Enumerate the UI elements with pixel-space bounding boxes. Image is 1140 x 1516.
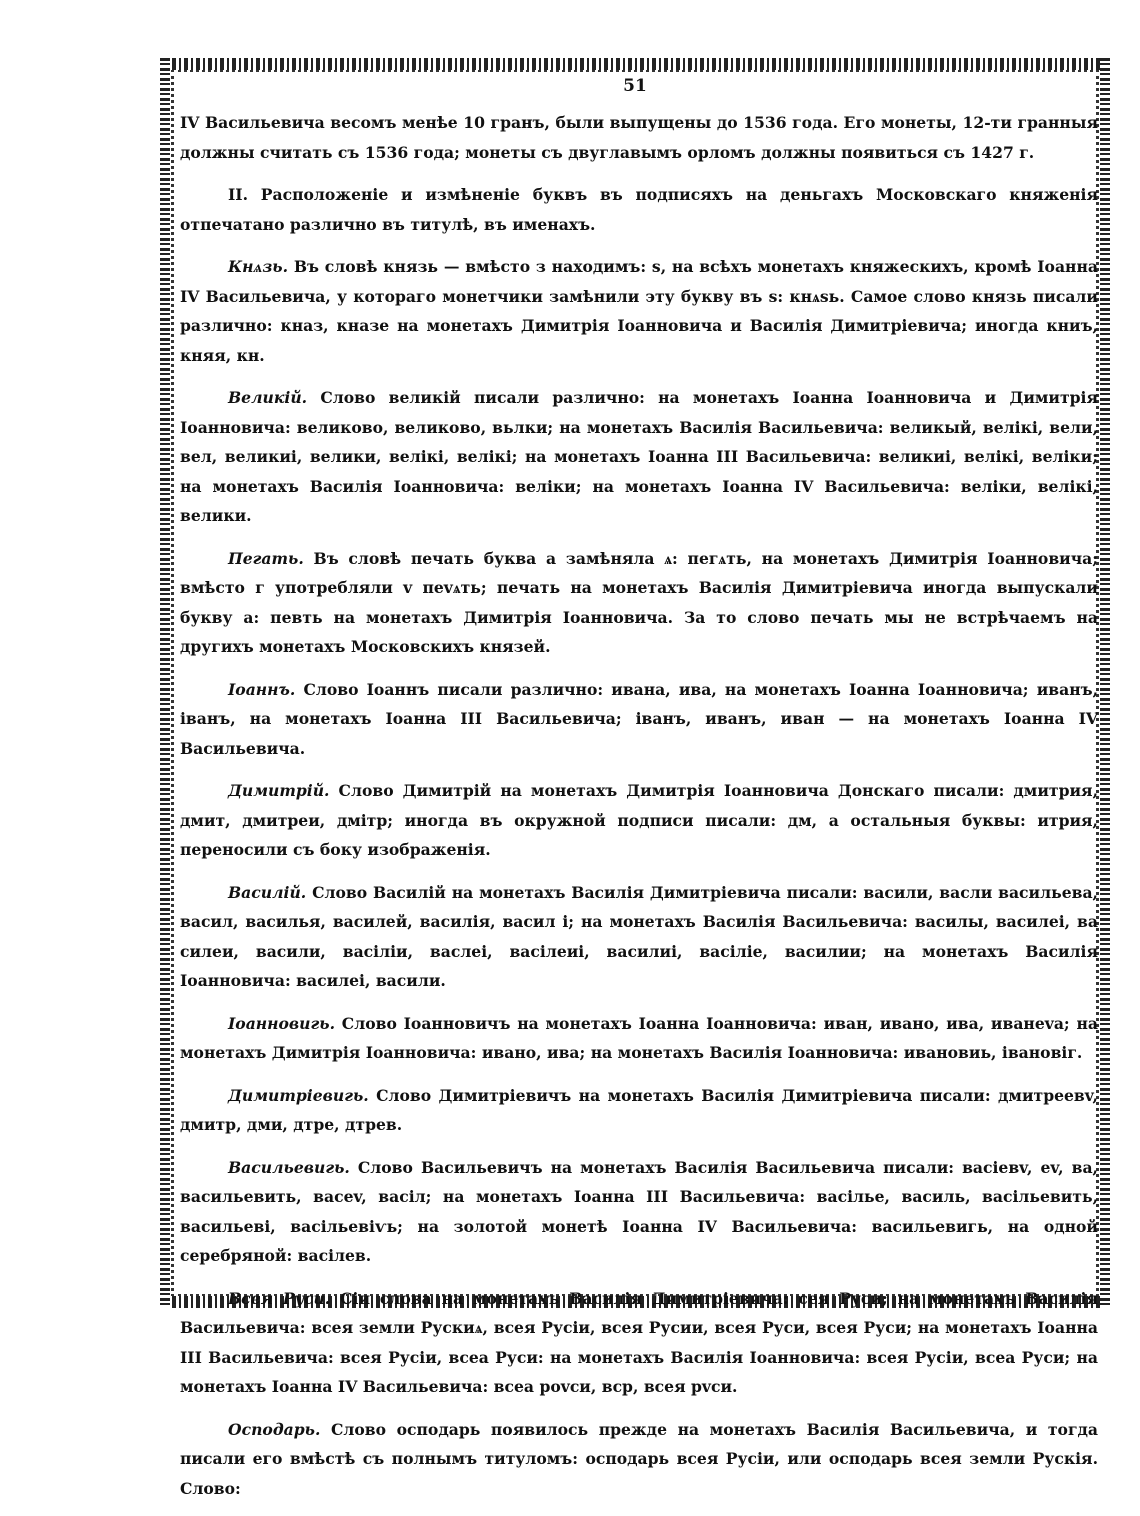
paragraph [180,1009,1098,1068]
paragraph-term: Великій. [228,388,308,407]
paragraph-text: Слово Іоаннъ писали различно: ивана, ива, на монетахъ Іоанна Іоанновича; иванъ, іванъ, на монетахъ Іоанна III Васильевича; іванъ, иванъ, иван — на монетахъ Іоанна IV Васильевича. [180,679,1098,758]
ornamental-border-top [160,58,1110,70]
paragraph-text: Въ словѣ печать буква а замѣняла ѧ: пегѧть, на монетахъ Димитрія Іоанновича; вмѣсто г употребляли v пеvѧть; печать на монетахъ Василія Димитріевича иногда выпускали букву а: певть на монетахъ Димитрія Іоанновича. За то слово печать мы не встрѣчаемъ на другихъ монетахъ Московскихъ князей. [180,548,1098,656]
paragraph-text: Слово Васильевичъ на монетахъ Василія Васильевича писали: васіевv, ev, ва, васильевить, васеv, васіл; на монетахъ Іоанна III Васильевича: васілье, василь, васільевить, васильеві, васільевіѵь; на золотой монетѣ Іоанна IV Васильевича: васильевигь, на одной серебряной: васілев. [180,1157,1098,1265]
paragraph [180,108,1098,167]
paragraph-term: Всея Руси. [228,1288,331,1308]
paragraph-text: Слово осподарь появилось прежде на монетахъ Василія Васильевича, и тогда писали его вмѣстѣ съ полнымъ титуломъ: осподарь всея Русіи, или осподарь всея земли Рускія. Слово: [180,1419,1098,1498]
paragraph-term: Осподарь. [228,1419,321,1439]
paragraph-text: Въ словѣ князь — вмѣсто з находимъ: ѕ, на всѣхъ монетахъ княжескихъ, кромѣ Іоанна IV Васильевича, у котораго монетчики замѣнили эту букву въ ѕ: кнѧѕь. Самое слово князь писали различно: кназ, кназе на монетахъ Димитрія Іоанновича и Василія Димитріевича; иногда книъ, княя, кн. [180,257,1098,365]
paragraph [180,252,1098,370]
paragraph-term: Димитрій. [228,781,330,800]
paragraph-text: II. Расположеніе и измѣненіе буквъ въ подписяхъ на деньгахъ Московскаго княженія отпечатано различно въ титулѣ, въ именахъ. [180,185,1098,234]
paragraph-term: Васильевигь. [228,1157,350,1177]
paragraph-text: IV Васильевича весомъ менѣе 10 гранъ, были выпущены до 1536 года. Его монеты, 12-ти гранныя должны считать съ 1536 года; монеты съ двуглавымъ орломъ должны появиться съ 1427 г. [180,113,1098,162]
paragraph-text: Слово Димитріевичъ на монетахъ Василія Димитріевича писали: дмитреевv, дмитр, дми, дтре, дтрев. [180,1085,1098,1134]
paragraph-text: Слово Василій на монетахъ Василія Димитріевича писали: васили, васли васильева, васил, василья, василей, василія, васил і; на монетахъ Василія Васильевича: василы, василеі, ва силеи, васили, васіліи, васлеі, васілеиі, василиі, васіліе, василии; на монетахъ Василія Іоанновича: василеі, васили. [180,882,1098,990]
paragraph-term: Василій. [228,882,307,902]
ornamental-border-left [160,58,170,1308]
page-body [180,108,1098,1516]
paragraph-term: Пегать. [228,548,304,568]
paragraph-text: Сіи слова на монетахъ Василія Димитріевича: сея Руси; на монетахъ Василія Васильевича: всея земли Рускиѧ, всея Русіи, всея Русии, всея Руси, всея Руси; на монетахъ Іоанна III Васильевича: всея Русіи, всеа Руси: на монетахъ Василія Іоанновича: всея Русіи, всеа Руси; на монетахъ Іоанна IV Васильевича: всеа роvси, вср, всея рvси. [180,1288,1098,1396]
paragraph [180,180,1098,239]
paragraph [180,1284,1098,1402]
paragraph-text: Слово великій писали различно: на монетахъ Іоанна Іоанновича и Димитрія Іоанновича: великово, великово, вьлки; на монетахъ Василія Васильевича: великый, велікі, вели, вел, великиі, велики, велікі, велікі; на монетахъ Іоанна III Васильевича: великиі, велікі, веліки; на монетахъ Василія Іоанновича: веліки; на монетахъ Іоанна IV Васильевича: веліки, велікі, велики. [180,388,1099,525]
paragraph [180,1415,1098,1504]
paragraph [180,675,1098,764]
paragraph-text: Слово Іоанновичъ на монетахъ Іоанна Іоанновича: иван, ивано, ива, иванеvа; на монетахъ Димитрія Іоанновича: ивано, ива; на монетахъ Василія Іоанновича: ивановиь, івановіг. [180,1013,1098,1062]
paragraph-text: Слово Димитрій на монетахъ Димитрія Іоанновича Донскаго писали: дмитрия, дмит, дмитреи, дмітр; иногда въ окружной подписи писали: дм, а остальныя буквы: итрия, переносили съ боку изображенія. [180,781,1099,859]
page-number: 51 [623,76,647,96]
paragraph [180,544,1098,662]
paragraph [180,776,1098,865]
paragraph [180,878,1098,996]
paragraph [180,1153,1098,1271]
paragraph [180,1081,1098,1140]
ornamental-border-right [1100,58,1110,1308]
paragraph [180,383,1098,531]
paragraph-term: Іоанновигь. [228,1013,336,1033]
paragraph-term: Димитріевигь. [228,1085,369,1105]
paragraph-term: Кнѧзь. [228,257,289,276]
paragraph-term: Іоаннъ. [228,679,296,699]
